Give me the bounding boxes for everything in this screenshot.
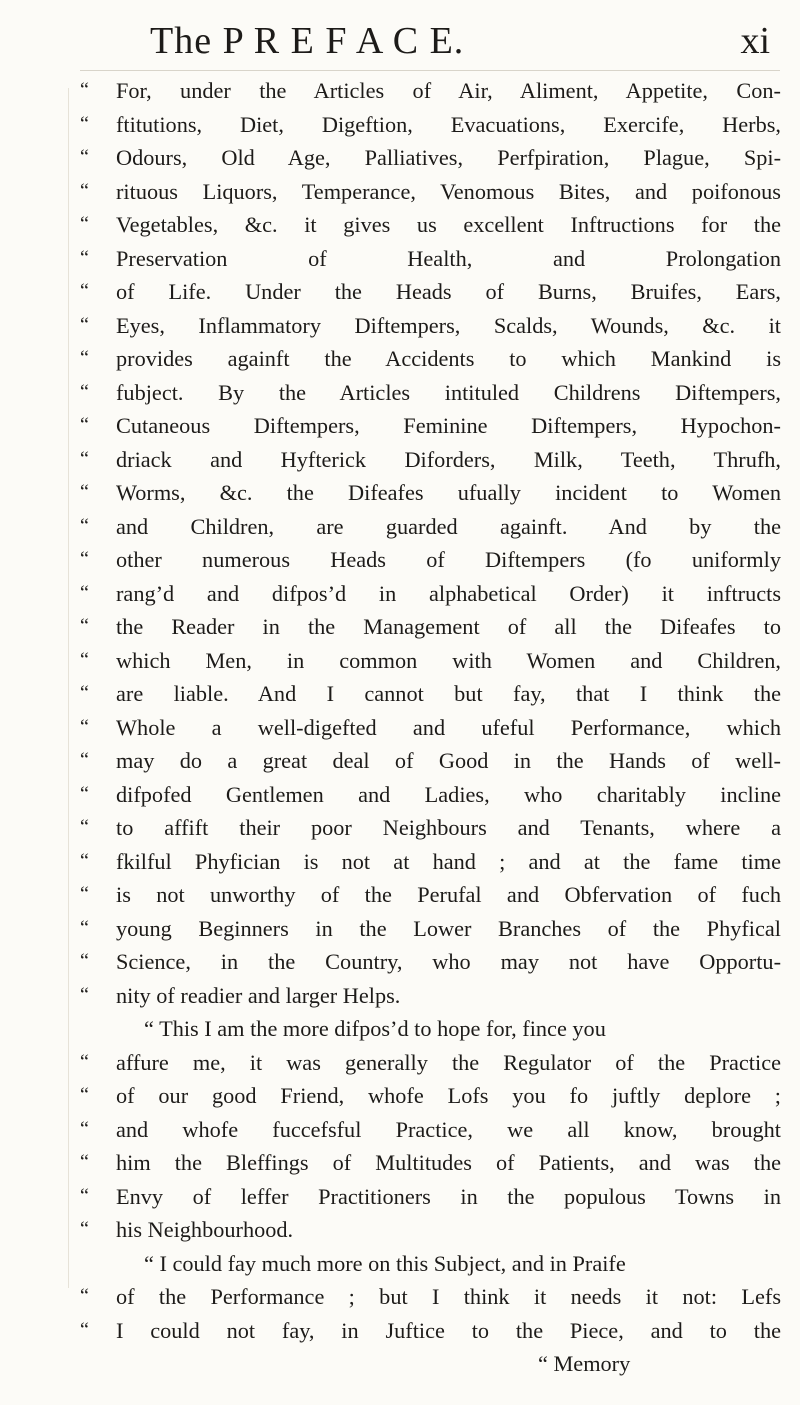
quote-mark: “	[80, 1285, 89, 1307]
text-line: “ to affift their poor Neighbours and Tenants, where a	[80, 811, 785, 845]
quote-mark: “	[80, 146, 89, 168]
quote-mark: “	[80, 1218, 89, 1240]
text-line: “ of Life. Under the Heads of Burns, Bruifes, Ears,	[80, 275, 785, 309]
text-line: “ Cutaneous Diftempers, Feminine Diftempers, Hypochon-	[80, 409, 785, 443]
page-header	[150, 18, 770, 68]
text-line: “ young Beginners in the Lower Branches of the Phyfical	[80, 912, 785, 946]
text-line: “ him the Bleffings of Multitudes of Patients, and was the	[80, 1146, 785, 1180]
quote-mark: “	[80, 648, 89, 671]
quote-mark: “	[80, 682, 89, 704]
text-line: “ fkilful Phyfician is not at hand ; and at the fame time	[80, 845, 785, 879]
quote-mark: “	[80, 1318, 89, 1341]
quote-mark: “	[80, 1050, 89, 1073]
quote-mark: “	[80, 581, 89, 604]
quote-mark: “	[80, 548, 89, 570]
page-gutter-edge	[68, 88, 69, 1288]
quote-mark: “	[80, 112, 89, 135]
text-line: “ Science, in the Country, who may not have Opportu-	[80, 945, 785, 979]
text-line: “ fubject. By the Articles intituled Childrens Diftempers,	[80, 376, 785, 410]
text-line: “ other numerous Heads of Diftempers (fo uniformly	[80, 543, 785, 577]
quote-mark: “	[80, 950, 89, 972]
text-line: “ of the Performance ; but I think it needs it not: Lefs	[80, 1280, 785, 1314]
text-line: “ Whole a well-digefted and ufeful Performance, which	[80, 711, 785, 745]
quote-mark: “	[80, 447, 89, 470]
quote-mark: “	[80, 481, 89, 503]
quote-mark: “	[80, 213, 89, 235]
text-line: “ I could fay much more on this Subject, and in Praife	[144, 1250, 626, 1276]
text-line: “ For, under the Articles of Air, Aliment, Appetite, Con-	[80, 74, 785, 108]
text-line: “ is not unworthy of the Perufal and Obfervation of fuch	[80, 878, 785, 912]
quote-mark: “	[80, 380, 89, 403]
quote-mark: “	[80, 715, 89, 738]
quote-mark: “	[80, 916, 89, 939]
quote-mark: “	[80, 615, 89, 637]
text-line: “ of our good Friend, whofe Lofs you fo juftly deplore ;	[80, 1079, 785, 1113]
text-line: “ difpofed Gentlemen and Ladies, who charitably incline	[80, 778, 785, 812]
preface-text	[80, 74, 785, 1381]
quote-mark: “	[80, 1151, 89, 1173]
text-line: “ his Neighbourhood.	[80, 1213, 785, 1247]
text-line: “ This I am the more difpos’d to hope for, fince you	[144, 1016, 606, 1041]
text-line: “ and whofe fuccefsful Practice, we all know, brought	[80, 1113, 785, 1147]
catchword: “ Memory	[538, 1351, 631, 1376]
quote-mark: “	[80, 849, 89, 872]
quote-mark: “	[80, 816, 89, 838]
text-line: “ ftitutions, Diet, Digeftion, Evacuations, Exercife, Herbs,	[80, 108, 785, 142]
text-line: “ Worms, &c. the Difeafes ufually incident to Women	[80, 476, 785, 510]
quote-mark: “	[80, 983, 89, 1006]
quote-mark: “	[80, 1084, 89, 1106]
quote-mark: “	[80, 246, 89, 269]
text-line: “ the Reader in the Management of all the Difeafes to	[80, 610, 785, 644]
text-line: “ driack and Hyfterick Diforders, Milk, Teeth, Thrufh,	[80, 443, 785, 477]
quote-mark: “	[80, 313, 89, 336]
quote-mark: “	[80, 347, 89, 369]
text-line: “ affure me, it was generally the Regulator of the Practice	[80, 1046, 785, 1080]
quote-mark: “	[80, 514, 89, 537]
text-line: “ Odours, Old Age, Palliatives, Perfpiration, Plague, Spi-	[80, 141, 785, 175]
text-line: “ provides againft the Accidents to which Mankind is	[80, 342, 785, 376]
text-line: “ rang’d and difpos’d in alphabetical Order) it inftructs	[80, 577, 785, 611]
page-number: xi	[740, 20, 770, 62]
text-line: “ nity of readier and larger Helps.	[80, 979, 785, 1013]
quote-mark: “	[80, 1184, 89, 1207]
running-title: The P R E F A C E.	[150, 20, 465, 62]
text-line: “ rituous Liquors, Temperance, Venomous Bites, and poifonous	[80, 175, 785, 209]
text-line: “ Vegetables, &c. it gives us excellent Inftructions for the	[80, 208, 785, 242]
quote-mark: “	[80, 179, 89, 202]
text-line: “ Envy of leffer Practitioners in the populous Towns in	[80, 1180, 785, 1214]
quote-mark: “	[80, 79, 89, 101]
text-line: “ which Men, in common with Women and Children,	[80, 644, 785, 678]
text-line: “ and Children, are guarded againft. And by the	[80, 510, 785, 544]
header-rule	[80, 70, 780, 71]
text-line: “ may do a great deal of Good in the Hands of well-	[80, 744, 785, 778]
quote-mark: “	[80, 782, 89, 805]
quote-mark: “	[80, 1117, 89, 1140]
quote-mark: “	[80, 280, 89, 302]
quote-mark: “	[80, 414, 89, 436]
quote-mark: “	[80, 749, 89, 771]
text-line: “ I could not fay, in Juftice to the Piece, and to the	[80, 1314, 785, 1348]
text-line: “ Preservation of Health, and Prolongation	[80, 242, 785, 276]
quote-mark: “	[80, 883, 89, 905]
text-line: “ are liable. And I cannot but fay, that I think the	[80, 677, 785, 711]
text-line: “ Eyes, Inflammatory Diftempers, Scalds, Wounds, &c. it	[80, 309, 785, 343]
